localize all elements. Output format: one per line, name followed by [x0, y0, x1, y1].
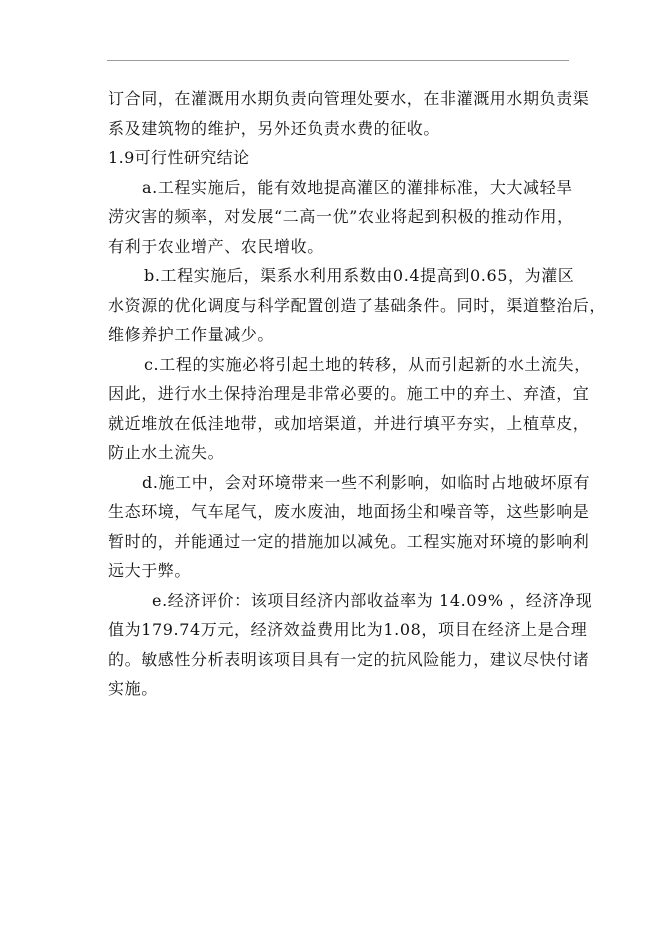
text-line: 就近堆放在低洼地带，或加培渠道，并进行填平夯实，上植草皮， [108, 413, 590, 433]
text-line: 涝灾害的频率，对发展“二高一优”农业将起到积极的推动作用， [108, 207, 574, 226]
text-line: 暂时的，并能通过一定的措施加以减免。工程实施对环境的影响利 [108, 531, 590, 551]
document-body [108, 84, 607, 704]
paragraph-d [108, 468, 591, 586]
text-line: 有利于农业增产、农民增收。 [108, 236, 324, 256]
paragraph-e [108, 586, 593, 704]
text-line: 订合同，在灌溉用水期负责向管理处要水，在非灌溉用水期负责渠 [108, 89, 590, 108]
text-line: e.经济评价：该项目经济内部收益率为 14.09% ，经济净现 [152, 590, 593, 610]
text-line: 防止水土流失。 [108, 443, 225, 462]
text-line: 的。敏感性分析表明该项目具有一定的抗风险能力，建议尽快付诸 [108, 649, 590, 669]
text-line: a.工程实施后，能有效地提高灌区的灌排标准，大大减轻旱 [142, 177, 573, 197]
intro-paragraph [108, 84, 590, 143]
paragraph-c [108, 350, 591, 468]
paragraph-b [108, 261, 607, 350]
text-line: 生态环境，气车尾气，废水废油，地面扬尘和噪音等，这些影响是 [108, 502, 590, 521]
section-heading: 1.9可行性研究结论 [108, 148, 250, 167]
text-line: 水资源的优化调度与科学配置创造了基础条件。同时，渠道整治后， [108, 295, 607, 315]
header-rule [107, 60, 569, 61]
paragraph-a [108, 173, 572, 262]
text-line: b.工程实施后，渠系水利用系数由0.4提高到0.65，为灌区 [144, 266, 575, 285]
text-line: c.工程的实施必将引起土地的转移，从而引起新的水土流失， [144, 354, 591, 374]
text-line: 远大于弊。 [108, 561, 192, 580]
text-line: 维修养护工作量减少。 [108, 325, 275, 344]
text-line: 值为179.74万元，经济效益费用比为1.08，项目在经济上是合理 [108, 620, 588, 639]
text-line: 因此，进行水土保持治理是非常必要的。施工中的弃土、弃渣，宜 [108, 384, 590, 403]
text-line: 系及建筑物的维护，另外还负责水费的征收。 [108, 118, 441, 138]
text-line: d.施工中，会对环境带来一些不利影响，如临时占地破坏原有 [142, 472, 591, 492]
text-line: 实施。 [108, 679, 158, 698]
